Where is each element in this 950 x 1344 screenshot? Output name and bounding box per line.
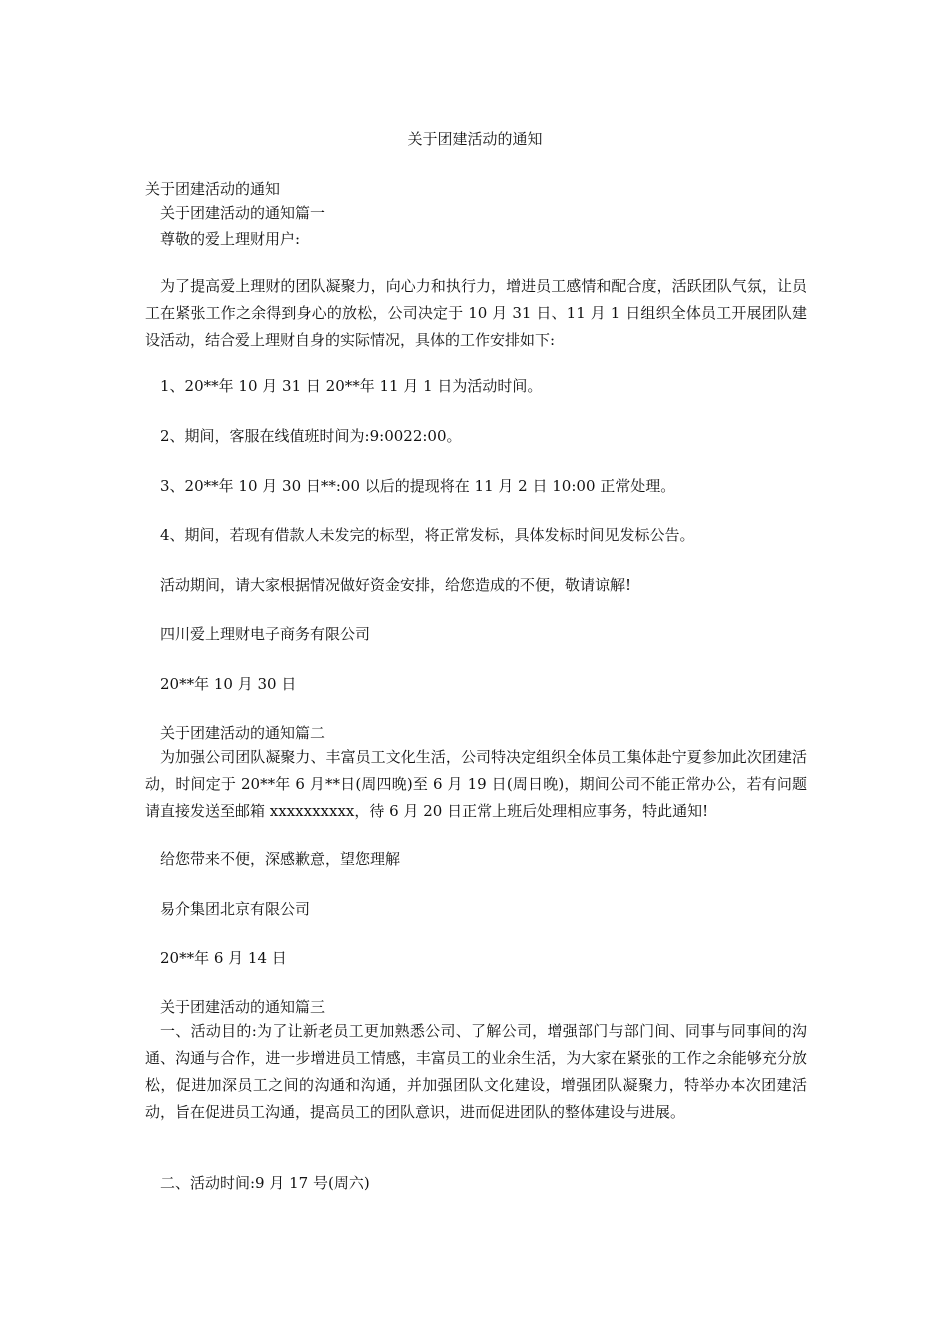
- section2-date: 20**年 6 月 14 日: [160, 949, 287, 967]
- section1-date: 20**年 10 月 30 日: [160, 675, 297, 693]
- document-title: 关于团建活动的通知: [407, 130, 543, 148]
- section1-closing: 活动期间，请大家根据情况做好资金安排，给您造成的不便，敬请谅解!: [160, 576, 632, 594]
- section2-company: 易介集团北京有限公司: [160, 900, 311, 918]
- section3-purpose: 一、活动目的:为了让新老员工更加熟悉公司、了解公司，增强部门与部门间、同事与同事间的沟通、沟通与合作，进一步增进员工情感，丰富员工的业余生活，为大家在紧张的工作之余能够充分放松，促进加深员工之间的沟通和沟通，并加强团队文化建设，增强团队凝聚力，特举办本次团建活动，旨在促进员工沟通，提高员工的团队意识，进而促进团队的整体建设与进展。: [145, 1022, 807, 1121]
- section1-greeting: 尊敬的爱上理财用户:: [160, 230, 301, 248]
- document-heading: 关于团建活动的通知: [145, 180, 281, 198]
- section1-item-1: 1、20**年 10 月 31 日 20**年 11 月 1 日为活动时间。: [160, 377, 543, 395]
- section1-intro: 为了提高爱上理财的团队凝聚力，向心力和执行力，增进员工感情和配合度，活跃团队气氛，让员工在紧张工作之余得到身心的放松，公司决定于 10 月 31 日、11 月 1 日组织全体员工开展团队建设活动，结合爱上理财自身的实际情况，具体的工作安排如下:: [145, 277, 807, 349]
- section1-item-3: 3、20**年 10 月 30 日**:00 以后的提现将在 11 月 2 日 10:00 正常处理。: [160, 477, 676, 495]
- section1-item-2: 2、期间，客服在线值班时间为:9:0022:00。: [160, 427, 462, 445]
- section1-company: 四川爱上理财电子商务有限公司: [160, 625, 371, 643]
- section2-body: 为加强公司团队凝聚力、丰富员工文化生活，公司特决定组织全体员工集体赴宁夏参加此次团建活动，时间定于 20**年 6 月**日(周四晚)至 6 月 19 日(周日晚)，期间公司不能正常办公，若有问题请直接发送至邮箱 xxxxxxxxxx，待 6 月 20 日正常上班后处理相应事务，特此通知!: [145, 748, 807, 820]
- section2-apology: 给您带来不便，深感歉意，望您理解: [160, 850, 401, 868]
- section3-time: 二、活动时间:9 月 17 号(周六): [160, 1174, 370, 1192]
- section1-title: 关于团建活动的通知篇一: [160, 204, 326, 222]
- section1-item-4: 4、期间，若现有借款人未发完的标型，将正常发标，具体发标时间见发标公告。: [160, 526, 695, 544]
- section3-title: 关于团建活动的通知篇三: [160, 998, 326, 1016]
- section2-title: 关于团建活动的通知篇二: [160, 724, 326, 742]
